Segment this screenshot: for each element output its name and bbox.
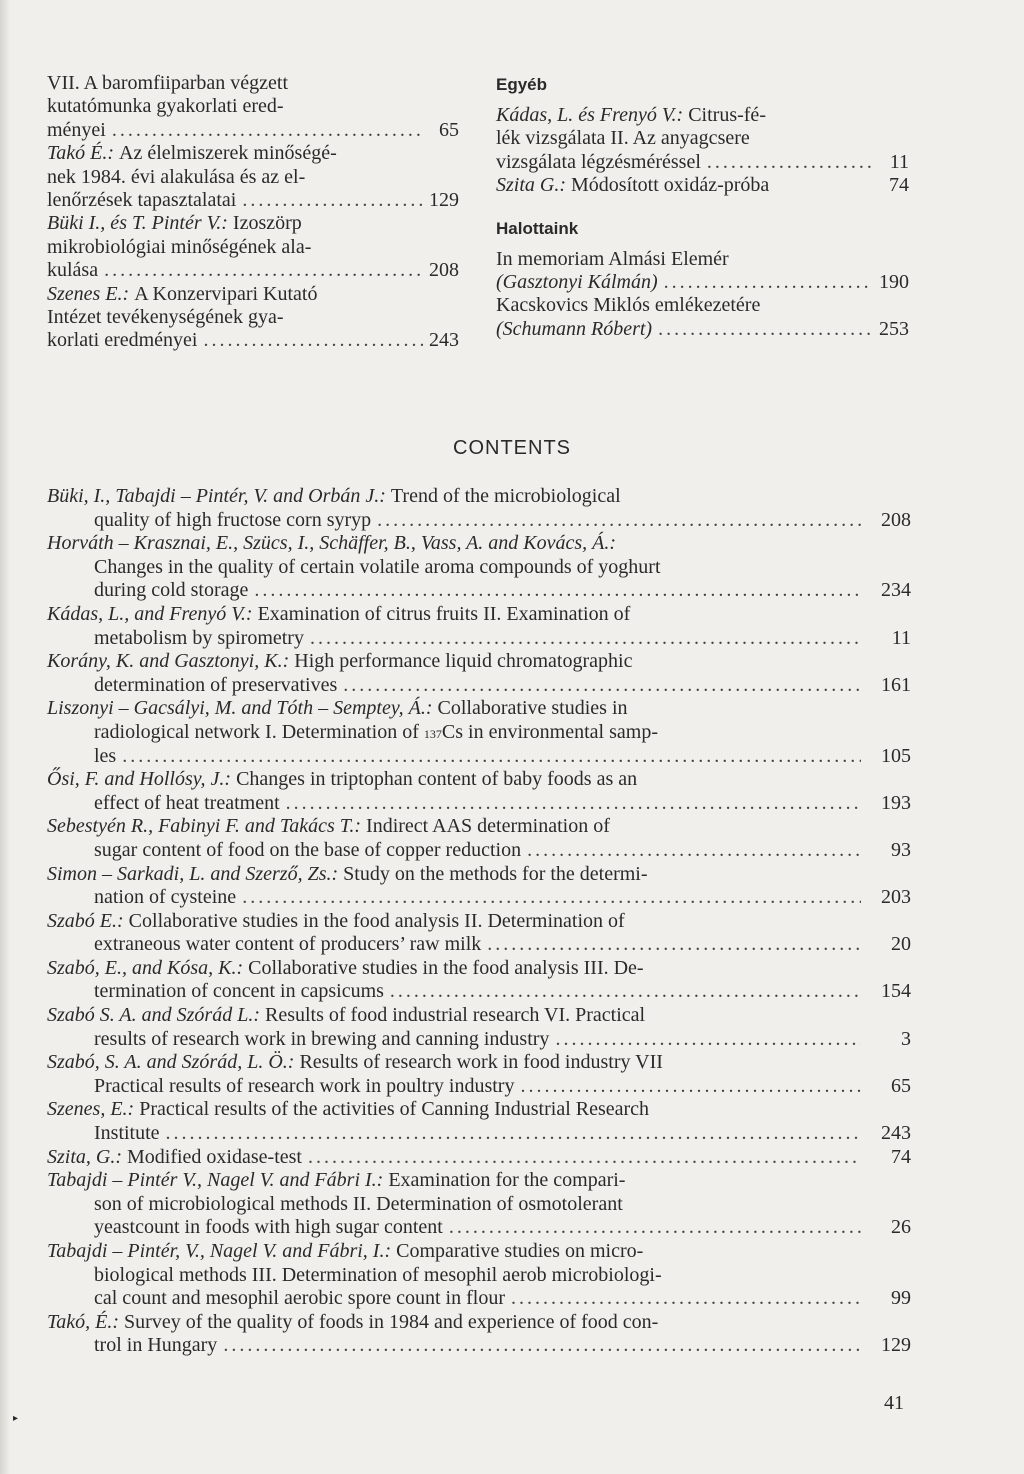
contents-entry bbox=[47, 603, 911, 650]
leader-dots bbox=[555, 1028, 861, 1052]
leader-dots bbox=[112, 119, 425, 142]
author: Szita G.: bbox=[496, 174, 566, 197]
entry-line: Szabó, S. A. and Szórád, L. Ö.: Results of research work in food industry VII bbox=[47, 1051, 663, 1074]
entry-line: Simon – Sarkadi, L. and Szerző, Zs.: Study on the methods for the determi- bbox=[47, 862, 648, 885]
leader-dots bbox=[707, 151, 875, 174]
page-ref: 161 bbox=[881, 673, 911, 696]
contents-entry bbox=[47, 697, 911, 768]
leader-dots bbox=[223, 1334, 861, 1358]
page-ref: 129 bbox=[429, 189, 459, 212]
author: Szabó, E., and Kósa, K.: bbox=[47, 956, 244, 979]
entry-line: effect of heat treatment ..... 193 bbox=[47, 792, 911, 816]
entry-line: kutatómunka gyakorlati ered- bbox=[47, 95, 284, 118]
leader-dots bbox=[286, 792, 861, 816]
entry-line: Changes in the quality of certain volatile aroma compounds of yoghurt bbox=[94, 555, 661, 578]
page-ref: 74 bbox=[891, 1145, 911, 1168]
contents-entry bbox=[47, 957, 911, 1004]
entry-line: vizsgálata légzésméréssel ..... 11 bbox=[496, 151, 909, 174]
toc-entry bbox=[496, 248, 909, 295]
contents-entry bbox=[47, 650, 911, 697]
contents-entry bbox=[47, 1169, 911, 1240]
entry-line: radiological network I. Determination of 137 Cs in environmental samp- bbox=[94, 720, 658, 743]
entry-line: trol in Hungary ..... 129 bbox=[47, 1334, 911, 1358]
page-ref: 253 bbox=[879, 317, 909, 340]
author: Liszonyi – Gacsályi, M. and Tóth – Semptey, Á.: bbox=[47, 697, 433, 720]
leader-dots bbox=[308, 1146, 861, 1170]
author: Takó, É.: bbox=[47, 1310, 120, 1333]
contents-heading: CONTENTS bbox=[453, 437, 571, 459]
page-ref: 190 bbox=[879, 271, 909, 294]
entry-line: Szenes E.: A Konzervipari Kutató bbox=[47, 282, 318, 305]
entry-line bbox=[47, 532, 911, 556]
author: Szabó E.: bbox=[47, 909, 124, 932]
section-heading: Halottaink bbox=[496, 218, 579, 238]
entry-line: VII. A baromfiiparban végzett bbox=[47, 72, 289, 94]
leader-dots bbox=[254, 579, 861, 603]
toc-entry bbox=[47, 72, 459, 142]
page-ref: 243 bbox=[881, 1122, 911, 1145]
entry-line: Szita G.: Módosított oxidáz-próba 74 bbox=[496, 174, 909, 197]
page-number: 41 bbox=[884, 1392, 904, 1414]
entry-line: determination of preservatives ..... 161 bbox=[47, 674, 911, 698]
contents-entry bbox=[47, 1004, 911, 1051]
entry-line: Kádas, L. és Frenyó V.: Citrus-fé- bbox=[496, 104, 766, 126]
author: Szenes, E.: bbox=[47, 1098, 135, 1121]
page-ref: 243 bbox=[429, 329, 459, 352]
author: Büki I., és T. Pintér V.: bbox=[47, 212, 228, 235]
entry-line: biological methods III. Determination of mesophil aerob microbiologi- bbox=[94, 1263, 662, 1286]
left-column bbox=[47, 72, 459, 353]
leader-dots bbox=[390, 980, 861, 1004]
page-ref: 208 bbox=[881, 508, 911, 531]
entry-line: Kádas, L., and Frenyó V.: Examination of citrus fruits II. Examination of bbox=[47, 602, 631, 625]
author: Simon – Sarkadi, L. and Szerző, Zs.: bbox=[47, 862, 339, 885]
author: Ősi, F. and Hollósy, J.: bbox=[47, 768, 232, 791]
entry-line: Tabajdi – Pintér V., Nagel V. and Fábri I.: Examination for the compari- bbox=[47, 1169, 626, 1192]
entry-line: Szabó E.: Collaborative studies in the food analysis II. Determination of bbox=[47, 909, 625, 932]
entry-line: lenőrzések tapasztalatai ..... 129 bbox=[47, 189, 459, 212]
entry-line: Ősi, F. and Hollósy, J.: Changes in triptophan content of baby foods as an bbox=[47, 768, 638, 791]
entry-line: Büki I., és T. Pintér V.: Izoszörp bbox=[47, 212, 302, 235]
contents-entry bbox=[47, 532, 911, 603]
entry-line: termination of concent in capsicums ..... 154 bbox=[47, 980, 911, 1004]
entry-line: Szabó, E., and Kósa, K.: Collaborative studies in the food analysis III. De- bbox=[47, 956, 644, 979]
page-ref: 74 bbox=[889, 174, 909, 197]
entry-line: Practical results of research work in poultry industry ..... 65 bbox=[47, 1075, 911, 1099]
entry-line: Kacskovics Miklós emlékezetére bbox=[496, 294, 761, 317]
page-ref: 208 bbox=[429, 259, 459, 282]
leader-dots bbox=[527, 839, 861, 863]
page-ref: 65 bbox=[891, 1074, 911, 1097]
contents-entry bbox=[47, 485, 911, 532]
contents-entry bbox=[47, 863, 911, 910]
entry-line: Intézet tevékenységének gya- bbox=[47, 306, 284, 329]
contents-entry bbox=[47, 768, 911, 815]
leader-dots bbox=[449, 1216, 861, 1240]
author: Szenes E.: bbox=[47, 282, 130, 305]
entry-line: son of microbiological methods II. Determination of osmotolerant bbox=[94, 1192, 623, 1215]
contents-entry bbox=[47, 1240, 911, 1311]
toc-entry bbox=[496, 294, 909, 341]
toc-entry bbox=[47, 212, 459, 282]
entry-line: kulása ..... 208 bbox=[47, 259, 459, 282]
contents-entry bbox=[47, 910, 911, 957]
contents-entry bbox=[47, 815, 911, 862]
page-ref: 3 bbox=[901, 1027, 911, 1050]
leader-dots bbox=[487, 933, 861, 957]
entry-line: Sebestyén R., Fabinyi F. and Takács T.: Indirect AAS determination of bbox=[47, 815, 610, 838]
entry-line: Takó, É.: Survey of the quality of foods in 1984 and experience of food con- bbox=[47, 1310, 659, 1333]
leader-dots bbox=[310, 627, 861, 651]
author: Szabó S. A. and Szórád L.: bbox=[47, 1004, 260, 1027]
leader-dots bbox=[377, 509, 861, 533]
author: Szabó, S. A. and Szórád, L. Ö.: bbox=[47, 1051, 295, 1074]
leader-dots bbox=[658, 318, 873, 341]
author: Takó É.: bbox=[47, 142, 115, 165]
scan-marker: ▸ bbox=[13, 1413, 19, 1424]
right-column bbox=[496, 72, 909, 341]
author: Szita, G.: bbox=[47, 1145, 122, 1168]
entry-line: cal count and mesophil aerobic spore count in flour ..... 99 bbox=[47, 1287, 911, 1311]
leader-dots bbox=[104, 259, 423, 282]
leader-dots bbox=[520, 1075, 861, 1099]
entry-line: Korány, K. and Gasztonyi, K.: High performance liquid chromatographic bbox=[47, 650, 633, 673]
entry-line: quality of high fructose corn syryp ..... 208 bbox=[47, 509, 911, 533]
author: Tabajdi – Pintér V., Nagel V. and Fábri I.: bbox=[47, 1169, 384, 1192]
entry-line: (Schumann Róbert) ..... 253 bbox=[496, 318, 909, 341]
entry-line: Liszonyi – Gacsályi, M. and Tóth – Semptey, Á.: Collaborative studies in bbox=[47, 697, 628, 720]
author: Horváth – Krasznai, E., Szücs, I., Schäffer, B., Vass, A. and Kovács, Á.: bbox=[47, 532, 617, 555]
entry-line: during cold storage ..... 234 bbox=[47, 579, 911, 603]
page-ref: 11 bbox=[891, 626, 911, 649]
page-ref: 20 bbox=[891, 933, 911, 956]
page-ref: 65 bbox=[439, 118, 459, 141]
entry-line: extraneous water content of producers’ raw milk ..... 20 bbox=[47, 933, 911, 957]
entry-line: lék vizsgálata II. Az anyagcsere bbox=[496, 127, 750, 150]
section-heading: Egyéb bbox=[496, 75, 548, 94]
entry-line: yeastcount in foods with high sugar content ..... 26 bbox=[47, 1216, 911, 1240]
leader-dots bbox=[242, 189, 423, 212]
author: Kádas, L., and Frenyó V.: bbox=[47, 602, 253, 625]
author: Sebestyén R., Fabinyi F. and Takács T.: bbox=[47, 815, 362, 838]
entry-line: (Gasztonyi Kálmán) ..... 190 bbox=[496, 271, 909, 294]
page-ref: 93 bbox=[891, 838, 911, 861]
toc-entry bbox=[47, 142, 459, 212]
page-ref: 26 bbox=[891, 1216, 911, 1239]
page-ref: 234 bbox=[881, 579, 911, 602]
leader-dots bbox=[122, 745, 861, 769]
author: Korány, K. and Gasztonyi, K.: bbox=[47, 650, 290, 673]
contents-entry bbox=[47, 1098, 911, 1145]
entry-line: Takó É.: Az élelmiszerek minőségé- bbox=[47, 142, 337, 165]
entry-line: Szabó S. A. and Szórád L.: Results of food industrial research VI. Practical bbox=[47, 1004, 646, 1027]
author: Tabajdi – Pintér, V., Nagel V. and Fábri, I.: bbox=[47, 1240, 392, 1262]
entry-line: sugar content of food on the base of copper reduction ..... 93 bbox=[47, 839, 911, 863]
page-ref: 129 bbox=[881, 1334, 911, 1357]
entry-line: ményei ..... 65 bbox=[47, 119, 459, 142]
contents-entry bbox=[47, 1311, 911, 1358]
leader-dots bbox=[343, 674, 861, 698]
contents-list bbox=[47, 485, 911, 1358]
entry-line: korlati eredményei ..... 243 bbox=[47, 329, 459, 352]
entry-line: les ..... 105 bbox=[47, 745, 911, 769]
page-ref: 11 bbox=[889, 150, 909, 173]
author: Kádas, L. és Frenyó V.: bbox=[496, 104, 684, 126]
leader-dots bbox=[511, 1287, 861, 1311]
entry-line: nation of cysteine ..... 203 bbox=[47, 886, 911, 910]
entry-line: metabolism by spirometry ..... 11 bbox=[47, 627, 911, 651]
entry-line: Institute ..... 243 bbox=[47, 1122, 911, 1146]
page-ref: 154 bbox=[881, 980, 911, 1003]
author: Büki, I., Tabajdi – Pintér, V. and Orbán J.: bbox=[47, 485, 386, 507]
entry-line: results of research work in brewing and canning industry ..... 3 bbox=[47, 1028, 911, 1052]
leader-dots bbox=[204, 329, 424, 352]
toc-entry bbox=[496, 104, 909, 174]
entry-line: Szenes, E.: Practical results of the activities of Canning Industrial Research bbox=[47, 1098, 650, 1121]
page-ref: 105 bbox=[881, 744, 911, 767]
contents-entry bbox=[47, 1146, 911, 1170]
leader-dots bbox=[166, 1122, 861, 1146]
page-ref: 99 bbox=[891, 1287, 911, 1310]
leader-dots bbox=[664, 271, 873, 294]
page-ref: 193 bbox=[881, 791, 911, 814]
toc-entry bbox=[47, 283, 459, 353]
toc-entry bbox=[496, 174, 909, 197]
entry-line: mikrobiológiai minőségének ala- bbox=[47, 235, 312, 258]
entry-line: Büki, I., Tabajdi – Pintér, V. and Orbán J.: Trend of the microbiological bbox=[47, 485, 621, 507]
leader-dots bbox=[242, 886, 861, 910]
page-ref: 203 bbox=[881, 886, 911, 909]
entry-line: In memoriam Almási Elemér bbox=[496, 247, 729, 270]
contents-entry bbox=[47, 1051, 911, 1098]
entry-line: Tabajdi – Pintér, V., Nagel V. and Fábri, I.: Comparative studies on micro- bbox=[47, 1240, 644, 1262]
entry-line: nek 1984. évi alakulása és az el- bbox=[47, 165, 306, 188]
entry-line: Szita, G.: Modified oxidase-test ..... 74 bbox=[47, 1146, 911, 1170]
